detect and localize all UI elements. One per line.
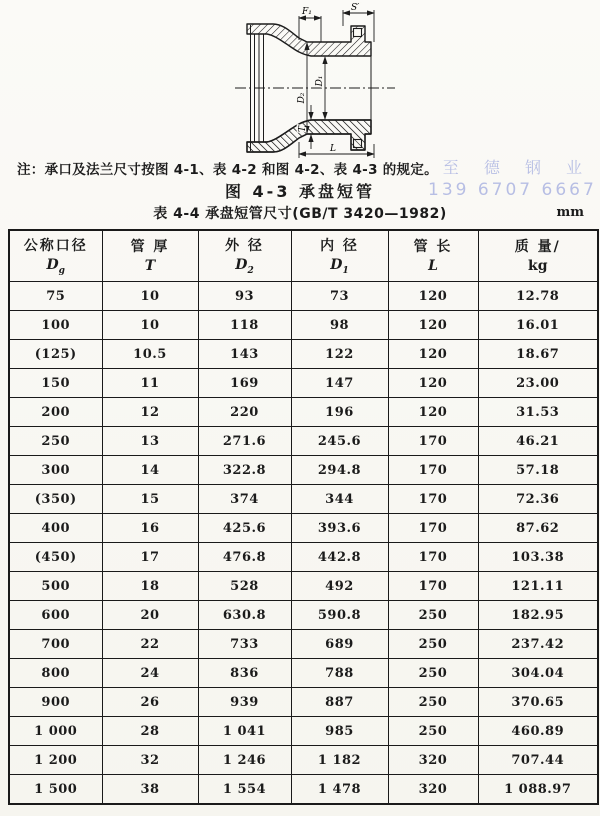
table-cell: 322.8	[198, 456, 291, 485]
table-cell: 271.6	[198, 427, 291, 456]
table-cell: 120	[388, 311, 478, 340]
table-row	[9, 775, 598, 805]
table-cell: 18.67	[478, 340, 598, 369]
dim-label-d2: D₂	[297, 92, 307, 104]
table-cell: 304.04	[478, 659, 598, 688]
table-row	[9, 340, 598, 369]
table-cell: 23.00	[478, 369, 598, 398]
table-cell: 1 478	[291, 775, 388, 805]
table-cell: (450)	[9, 543, 102, 572]
flange-bolt-detail	[354, 29, 362, 37]
table-row	[9, 659, 598, 688]
table-cell: 630.8	[198, 601, 291, 630]
table-cell: 57.18	[478, 456, 598, 485]
table-cell: 250	[388, 601, 478, 630]
table-cell: 700	[9, 630, 102, 659]
table-cell: 14	[102, 456, 198, 485]
table-cell: 12	[102, 398, 198, 427]
table-cell: 98	[291, 311, 388, 340]
table-cell: 1 088.97	[478, 775, 598, 805]
table-cell: 150	[9, 369, 102, 398]
table-row	[9, 572, 598, 601]
table-cell: 200	[9, 398, 102, 427]
table-cell: 800	[9, 659, 102, 688]
column-header: 内 径 $D_1$	[291, 230, 388, 282]
table-cell: 26	[102, 688, 198, 717]
table-cell: 1 246	[198, 746, 291, 775]
table-cell: 939	[198, 688, 291, 717]
table-cell: 1 500	[9, 775, 102, 805]
unit-label: mm	[556, 205, 584, 220]
table-cell: 250	[9, 427, 102, 456]
table-cell: 836	[198, 659, 291, 688]
table-cell: 900	[9, 688, 102, 717]
table-cell: 985	[291, 717, 388, 746]
table-cell: 887	[291, 688, 388, 717]
table-cell: 220	[198, 398, 291, 427]
pipe-wall-upper	[247, 24, 371, 56]
table-cell: 170	[388, 485, 478, 514]
socket-pipe-section-figure	[233, 2, 398, 160]
table-cell: 442.8	[291, 543, 388, 572]
dim-label-l: L	[330, 144, 336, 154]
table-cell: 1 182	[291, 746, 388, 775]
note-text: 注：承口及法兰尺寸按图 4-1、表 4-2 和图 4-2、表 4-3 的规定。	[17, 162, 438, 178]
table-cell: 122	[291, 340, 388, 369]
table-header-row	[9, 230, 598, 282]
table-cell: 300	[9, 456, 102, 485]
table-cell: 72.36	[478, 485, 598, 514]
table-cell: 1 554	[198, 775, 291, 805]
dim-label-d1: D₁	[315, 75, 325, 87]
table-cell: 250	[388, 717, 478, 746]
table-cell: 120	[388, 340, 478, 369]
table-cell: 170	[388, 514, 478, 543]
dim-label-s: S′	[351, 3, 360, 13]
table-cell: 120	[388, 282, 478, 311]
table-cell: 344	[291, 485, 388, 514]
table-row	[9, 485, 598, 514]
table-cell: 103.38	[478, 543, 598, 572]
table-cell: 93	[198, 282, 291, 311]
table-body	[9, 282, 598, 805]
table-cell: 16	[102, 514, 198, 543]
table-cell: 118	[198, 311, 291, 340]
watermark-company: 至 德 钢 业	[442, 158, 593, 177]
table-cell: 20	[102, 601, 198, 630]
table-cell: 320	[388, 746, 478, 775]
table-cell: 1 200	[9, 746, 102, 775]
table-cell: 17	[102, 543, 198, 572]
table-row	[9, 630, 598, 659]
table-cell: 10	[102, 282, 198, 311]
table-cell: (125)	[9, 340, 102, 369]
table-cell: 31.53	[478, 398, 598, 427]
table-cell: 10	[102, 311, 198, 340]
table-cell: 75	[9, 282, 102, 311]
table-cell: 733	[198, 630, 291, 659]
table-row	[9, 746, 598, 775]
table-cell: 121.11	[478, 572, 598, 601]
table-cell: 120	[388, 398, 478, 427]
table-cell: 10.5	[102, 340, 198, 369]
table-cell: 170	[388, 543, 478, 572]
table-cell: 46.21	[478, 427, 598, 456]
table-cell: 13	[102, 427, 198, 456]
table-cell: 460.89	[478, 717, 598, 746]
table-row	[9, 601, 598, 630]
table-cell: 1 000	[9, 717, 102, 746]
table-cell: 528	[198, 572, 291, 601]
table-cell: 707.44	[478, 746, 598, 775]
table-cell: 237.42	[478, 630, 598, 659]
table-cell: 500	[9, 572, 102, 601]
table-cell: 16.01	[478, 311, 598, 340]
table-cell: 320	[388, 775, 478, 805]
table-cell: 196	[291, 398, 388, 427]
table-cell: 28	[102, 717, 198, 746]
table-cell: 24	[102, 659, 198, 688]
dimension-table	[8, 229, 599, 805]
table-cell: 120	[388, 369, 478, 398]
table-caption: 表 4-4 承盘短管尺寸(GB/T 3420—1982)	[153, 206, 447, 222]
column-header: 外 径 $D_2$	[198, 230, 291, 282]
table-cell: 370.65	[478, 688, 598, 717]
table-row	[9, 688, 598, 717]
table-row	[9, 514, 598, 543]
table-cell: 250	[388, 630, 478, 659]
table-cell: 788	[291, 659, 388, 688]
table-cell: 87.62	[478, 514, 598, 543]
table-cell: 100	[9, 311, 102, 340]
table-cell: 250	[388, 659, 478, 688]
table-cell: 492	[291, 572, 388, 601]
table-row	[9, 717, 598, 746]
table-cell: 294.8	[291, 456, 388, 485]
table-row	[9, 543, 598, 572]
dim-label-f1: F₁	[302, 7, 312, 17]
table-cell: 182.95	[478, 601, 598, 630]
table-cell: 38	[102, 775, 198, 805]
column-header: 管 厚 T	[102, 230, 198, 282]
table-row	[9, 398, 598, 427]
table-cell: 169	[198, 369, 291, 398]
table-cell: 32	[102, 746, 198, 775]
table-cell: 15	[102, 485, 198, 514]
table-cell: 393.6	[291, 514, 388, 543]
table-cell: 476.8	[198, 543, 291, 572]
technical-drawing	[233, 2, 398, 160]
table-cell: 73	[291, 282, 388, 311]
table-row	[9, 311, 598, 340]
table-cell: 374	[198, 485, 291, 514]
dim-label-t: T	[298, 125, 308, 133]
table-cell: (350)	[9, 485, 102, 514]
table-cell: 689	[291, 630, 388, 659]
table-cell: 22	[102, 630, 198, 659]
table-row	[9, 282, 598, 311]
table-cell: 250	[388, 688, 478, 717]
table-row	[9, 427, 598, 456]
column-header: 管 长 L	[388, 230, 478, 282]
table-cell: 600	[9, 601, 102, 630]
table-cell: 11	[102, 369, 198, 398]
column-header: 质 量/ kg	[478, 230, 598, 282]
watermark-phone: 139 6707 6667	[428, 180, 597, 200]
table-cell: 590.8	[291, 601, 388, 630]
table-cell: 12.78	[478, 282, 598, 311]
table-row	[9, 369, 598, 398]
table-cell: 170	[388, 427, 478, 456]
table-cell: 1 041	[198, 717, 291, 746]
table-cell: 170	[388, 572, 478, 601]
table-cell: 245.6	[291, 427, 388, 456]
figure-caption: 图 4-3 承盘短管	[224, 182, 376, 201]
column-header: 公称口径 $D_g$	[9, 230, 102, 282]
table-cell: 170	[388, 456, 478, 485]
table-cell: 425.6	[198, 514, 291, 543]
table-row	[9, 456, 598, 485]
table-cell: 400	[9, 514, 102, 543]
table-cell: 18	[102, 572, 198, 601]
table-cell: 147	[291, 369, 388, 398]
table-cell: 143	[198, 340, 291, 369]
